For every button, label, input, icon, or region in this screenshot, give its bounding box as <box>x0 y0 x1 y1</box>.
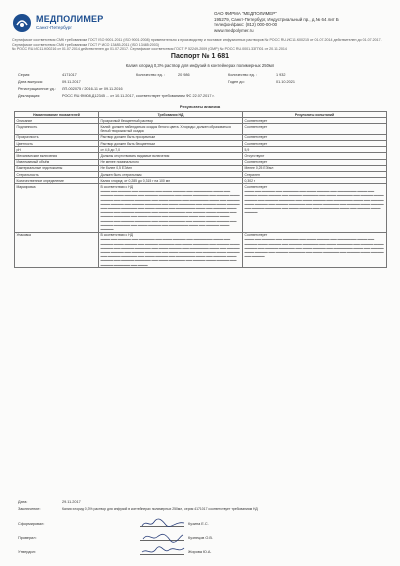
meta-label: Дата выпуска: <box>18 80 43 84</box>
table-cell: Соответствует <box>243 159 387 165</box>
meta-label: Регистрационное уд.: <box>18 87 56 91</box>
conclusion-label: Заключение: <box>18 507 41 511</box>
packaging-result: Соответствует <box>244 233 268 238</box>
table-cell: Раствор должен быть бесцветным <box>99 141 243 147</box>
table-cell: Прозрачность <box>15 134 99 140</box>
table-cell: Описание <box>15 118 99 124</box>
table-cell: Соответствует <box>243 141 387 147</box>
meta-label: Количество ед. : <box>136 73 165 77</box>
certificates-block <box>12 38 388 52</box>
meta-label: Годен до: <box>228 80 245 84</box>
company-address <box>214 11 384 33</box>
signature-role: Утвердил: <box>18 550 36 554</box>
conclusion-text: Калия хлорид 0,3% раствор для инфузий в контейнерах полимерных 250мл, серия 4171017 соответствует требованиям НД <box>62 507 258 511</box>
table-cell: Механические включения <box>15 153 99 159</box>
table-cell: Стерилен <box>243 172 387 178</box>
table-cell: Отсутствуют <box>243 153 387 159</box>
illegible-text-block: ▬▬▬ ▬▬ ▬▬▬▬ ▬▬ ▬▬▬▬▬ ▬▬ ▬▬▬ ▬▬▬▬ ▬▬ ▬▬▬▬▬▬ ▬▬▬ ▬▬ ▬▬▬▬ ▬▬▬ ▬▬▬▬ ▬▬ ▬▬▬▬ ▬▬▬▬▬ ▬▬ ▬▬▬ ▬▬▬▬▬ ▬▬ ▬▬▬▬ ▬▬▬ ▬▬▬▬ ▬▬ ▬▬▬▬ ▬▬▬▬▬ ▬▬ ▬▬▬ ▬▬▬▬ ▬▬ ▬▬▬▬▬▬ ▬▬▬ ▬▬ ▬▬▬▬ ▬▬▬ ▬▬▬▬ ▬▬ ▬▬▬▬ ▬▬▬▬▬ ▬▬ ▬▬▬ ▬▬▬▬▬ ▬▬ ▬▬▬▬ ▬▬▬ ▬▬▬▬ ▬▬ ▬▬▬▬ ▬▬▬▬▬ ▬▬ ▬▬▬ ▬▬▬▬ ▬▬ ▬▬▬▬▬▬ ▬▬▬ ▬▬ ▬▬▬▬ ▬▬▬ ▬▬▬▬ ▬▬ ▬▬▬▬ ▬▬▬▬▬ ▬▬ ▬▬▬ ▬▬▬▬▬ ▬▬ ▬▬▬▬ ▬▬▬ ▬▬▬▬ ▬▬ ▬▬▬▬ ▬▬▬▬▬ ▬▬ ▬▬▬ ▬▬▬▬ ▬▬ ▬▬▬▬▬▬ ▬▬▬ ▬▬ ▬▬▬▬ ▬▬▬ ▬▬▬▬ ▬▬ ▬▬▬▬ ▬▬▬▬▬ ▬▬ ▬▬▬ ▬▬▬▬▬ ▬▬ ▬▬▬▬ ▬▬▬ ▬▬▬▬ ▬▬ ▬▬▬▬ ▬▬▬▬▬ ▬▬ ▬▬▬ ▬▬▬▬ ▬▬ ▬▬▬▬▬▬ ▬▬▬ ▬▬ ▬▬▬▬ ▬▬▬ ▬▬▬▬ <box>100 189 240 231</box>
column-header: Требования НД <box>99 112 243 118</box>
handwritten-signature <box>140 545 186 557</box>
table-cell <box>243 232 387 268</box>
table-cell: Количественное определение <box>15 178 99 184</box>
spec-table <box>14 111 387 268</box>
marking-requirement: В соответствии с НД <box>100 184 133 189</box>
meta-value: ЛП-002075 / 2016-11 от 09.11.2016 <box>62 87 123 91</box>
table-cell: Цветность <box>15 141 99 147</box>
column-header: Наименование показателей <box>15 112 99 118</box>
company-line: 195279, Санкт-Петербург, Индустриальный пр., д.№ 64 лит Б <box>214 16 339 22</box>
certificate-line: Сертификат соответствия СМК требованиям ГОСТ ISO 9001-2011 (ISO 9001:2008) применительно к производству и поставке инфузионных растворов № РОСС RU.ИС11.К00215 от 01.07.2014 действителен до 01.07.2017. Сертификат соответствия СМК требованиям ГОСТ Р ИСО 13485-2011 (ISO 13485:2003) <box>12 38 382 47</box>
table-cell <box>99 232 243 268</box>
table-cell <box>243 184 387 232</box>
signature-name: Кузина Е.С. <box>188 522 209 526</box>
table-cell: Не менее номинального <box>99 159 243 165</box>
table-cell: Маркировка <box>15 184 99 232</box>
packaging-requirement: В соответствии с НД <box>100 233 133 238</box>
table-cell: Подлинность <box>15 124 99 134</box>
table-cell: 5,9 <box>243 147 387 153</box>
table-cell <box>99 184 243 232</box>
table-row-large <box>15 184 387 232</box>
meta-row <box>18 94 382 100</box>
document-title: Паспорт № 1 681 <box>170 53 230 60</box>
meta-label: Декларация: <box>18 94 41 98</box>
table-cell: pH <box>15 147 99 153</box>
meta-value: 01.10.2021 <box>276 80 296 84</box>
table-cell: Калия хлорид: от 0,285 до 0,315 г на 100 мл <box>99 178 243 184</box>
meta-value: РОСС RU.ФМ08.Д12345 ... от 10.11.2017, соответствует требованиям ФС 22.07.2017 г. <box>62 94 215 98</box>
table-cell: Соответствует <box>243 134 387 140</box>
company-logo <box>12 13 122 35</box>
signature-name: Кузнецов О.В. <box>188 536 213 540</box>
table-cell: Должен быть стерильным <box>99 172 243 178</box>
marking-result: Соответствует <box>244 184 268 189</box>
table-cell: Упаковка <box>15 232 99 268</box>
table-cell: Калий: должен наблюдаться осадок белого цвета. Хлориды: должен образоваться белый творожистый осадок <box>99 124 243 134</box>
table-cell: Стерильность <box>15 172 99 178</box>
table-cell: от 4,5 до 7,0 <box>99 147 243 153</box>
date-label: Дата: <box>18 500 28 504</box>
company-line: ОАО ФИРМА "МЕДПОЛИМЕР" <box>214 11 277 16</box>
table-cell: Соответствует <box>243 118 387 124</box>
table-cell: Менее 0,25 ЕЭ/мл <box>243 165 387 171</box>
table-cell: Бактериальные эндотоксины <box>15 165 99 171</box>
meta-value: 09.11.2017 <box>62 80 81 84</box>
table-cell: Извлекаемый объём <box>15 159 99 165</box>
table-row-large <box>15 232 387 268</box>
logo-name: МЕДПОЛИМЕР <box>36 14 104 24</box>
table-cell: Соответствует <box>243 124 387 134</box>
handwritten-signature <box>140 531 186 543</box>
meta-row <box>18 73 382 79</box>
table-cell: 0,302 г <box>243 178 387 184</box>
meta-label: Серия: <box>18 73 31 77</box>
company-line: телефон/факс: (812) 000-00-00 <box>214 22 278 28</box>
signature-name: Жирова Ю.А. <box>188 550 212 554</box>
date-value: 29.11.2017 <box>62 500 81 504</box>
logo-subtitle: Санкт-Петербург <box>36 25 73 30</box>
signature-role: Сформировал: <box>18 522 45 526</box>
logo-icon <box>12 13 32 33</box>
table-row <box>15 124 387 134</box>
table-cell: Не более 0,5 ЕЭ/мл <box>99 165 243 171</box>
meta-row <box>18 80 382 86</box>
table-cell: Должны отсутствовать видимые включения <box>99 153 243 159</box>
meta-value: 4171017 <box>62 73 77 77</box>
meta-row <box>18 87 382 93</box>
illegible-text-block: ▬▬▬ ▬▬ ▬▬▬▬ ▬▬ ▬▬▬▬▬ ▬▬ ▬▬▬ ▬▬▬▬ ▬▬ ▬▬▬▬▬▬ ▬▬▬ ▬▬ ▬▬▬▬ ▬▬▬ ▬▬▬▬ ▬▬ ▬▬▬▬ ▬▬▬▬▬ ▬▬ ▬▬▬ ▬▬▬▬▬ ▬▬ ▬▬▬▬ ▬▬▬ ▬▬▬▬ ▬▬ ▬▬▬▬ ▬▬▬▬▬ ▬▬ ▬▬▬ ▬▬▬▬ ▬▬ ▬▬▬▬▬▬ ▬▬▬ ▬▬ ▬▬▬▬ ▬▬▬ ▬▬▬▬ ▬▬ ▬▬▬▬ ▬▬▬▬▬ ▬▬ ▬▬▬ ▬▬▬▬▬ ▬▬ ▬▬▬▬ ▬▬▬ ▬▬▬▬ ▬▬ ▬▬▬▬ <box>244 237 384 259</box>
certificate-line: № РОСС RU.ИС11.К00216 от 01.07.2014 действителен до 01.07.2017. Сертификат соответствия ГОСТ Р 52249-2009 (GMP) № РОСС RU.0001.33ГП01 от 20.11.2014 <box>12 47 287 52</box>
signature-role: Проверил: <box>18 536 37 540</box>
table-cell: Раствор должен быть прозрачным <box>99 134 243 140</box>
meta-label: Количество ед. : <box>228 73 257 77</box>
illegible-text-block: ▬▬▬ ▬▬ ▬▬▬▬ ▬▬ ▬▬▬▬▬ ▬▬ ▬▬▬ ▬▬▬▬ ▬▬ ▬▬▬▬▬▬ ▬▬▬ ▬▬ ▬▬▬▬ ▬▬▬ ▬▬▬▬ ▬▬ ▬▬▬▬ ▬▬▬▬▬ ▬▬ ▬▬▬ ▬▬▬▬▬ ▬▬ ▬▬▬▬ ▬▬▬ ▬▬▬▬ ▬▬ ▬▬▬▬ ▬▬▬▬▬ ▬▬ ▬▬▬ ▬▬▬▬ ▬▬ ▬▬▬▬▬▬ ▬▬▬ ▬▬ ▬▬▬▬ ▬▬▬ ▬▬▬▬ ▬▬ ▬▬▬▬ ▬▬▬▬▬ ▬▬ ▬▬▬ ▬▬▬▬▬ ▬▬ ▬▬▬▬ ▬▬▬ ▬▬▬▬ ▬▬ ▬▬▬▬ ▬▬▬▬▬ ▬▬ ▬▬▬ ▬▬▬▬ ▬▬ ▬▬▬▬▬▬ ▬▬▬ ▬▬ ▬▬▬▬ ▬▬▬ ▬▬▬▬ <box>244 189 384 215</box>
column-header: Результаты испытаний <box>243 112 387 118</box>
handwritten-signature <box>140 517 186 529</box>
illegible-text-block: ▬▬▬ ▬▬ ▬▬▬▬ ▬▬ ▬▬▬▬▬ ▬▬ ▬▬▬ ▬▬▬▬ ▬▬ ▬▬▬▬▬▬ ▬▬▬ ▬▬ ▬▬▬▬ ▬▬▬ ▬▬▬▬ ▬▬ ▬▬▬▬ ▬▬▬▬▬ ▬▬ ▬▬▬ ▬▬▬▬▬ ▬▬ ▬▬▬▬ ▬▬▬ ▬▬▬▬ ▬▬ ▬▬▬▬ ▬▬▬▬▬ ▬▬ ▬▬▬ ▬▬▬▬ ▬▬ ▬▬▬▬▬▬ ▬▬▬ ▬▬ ▬▬▬▬ ▬▬▬ ▬▬▬▬ ▬▬ ▬▬▬▬ ▬▬▬▬▬ ▬▬ ▬▬▬ ▬▬▬▬▬ ▬▬ ▬▬▬▬ ▬▬▬ ▬▬▬▬ ▬▬ ▬▬▬▬ ▬▬▬▬▬ ▬▬ ▬▬▬ ▬▬▬▬ ▬▬ ▬▬▬▬▬▬ ▬▬▬ ▬▬ ▬▬▬▬ ▬▬▬ ▬▬▬▬ ▬▬ ▬▬▬▬ ▬▬▬▬▬ ▬▬ ▬▬▬ ▬▬▬▬▬ ▬▬ ▬▬▬▬ ▬▬▬ ▬▬▬▬ ▬▬ ▬▬▬▬ ▬▬▬▬▬ ▬▬ ▬▬▬ <box>100 237 240 267</box>
meta-value: 1 932 <box>276 73 286 77</box>
spec-heading: Результаты анализа <box>179 104 221 109</box>
company-line: www.medpolymer.ru <box>214 27 254 33</box>
meta-value: 20 986 <box>178 73 190 77</box>
table-cell: Прозрачный бесцветный раствор <box>99 118 243 124</box>
document-subtitle: Калия хлорид 0,3% раствор для инфузий в контейнерах полимерных 250мл <box>125 63 275 68</box>
